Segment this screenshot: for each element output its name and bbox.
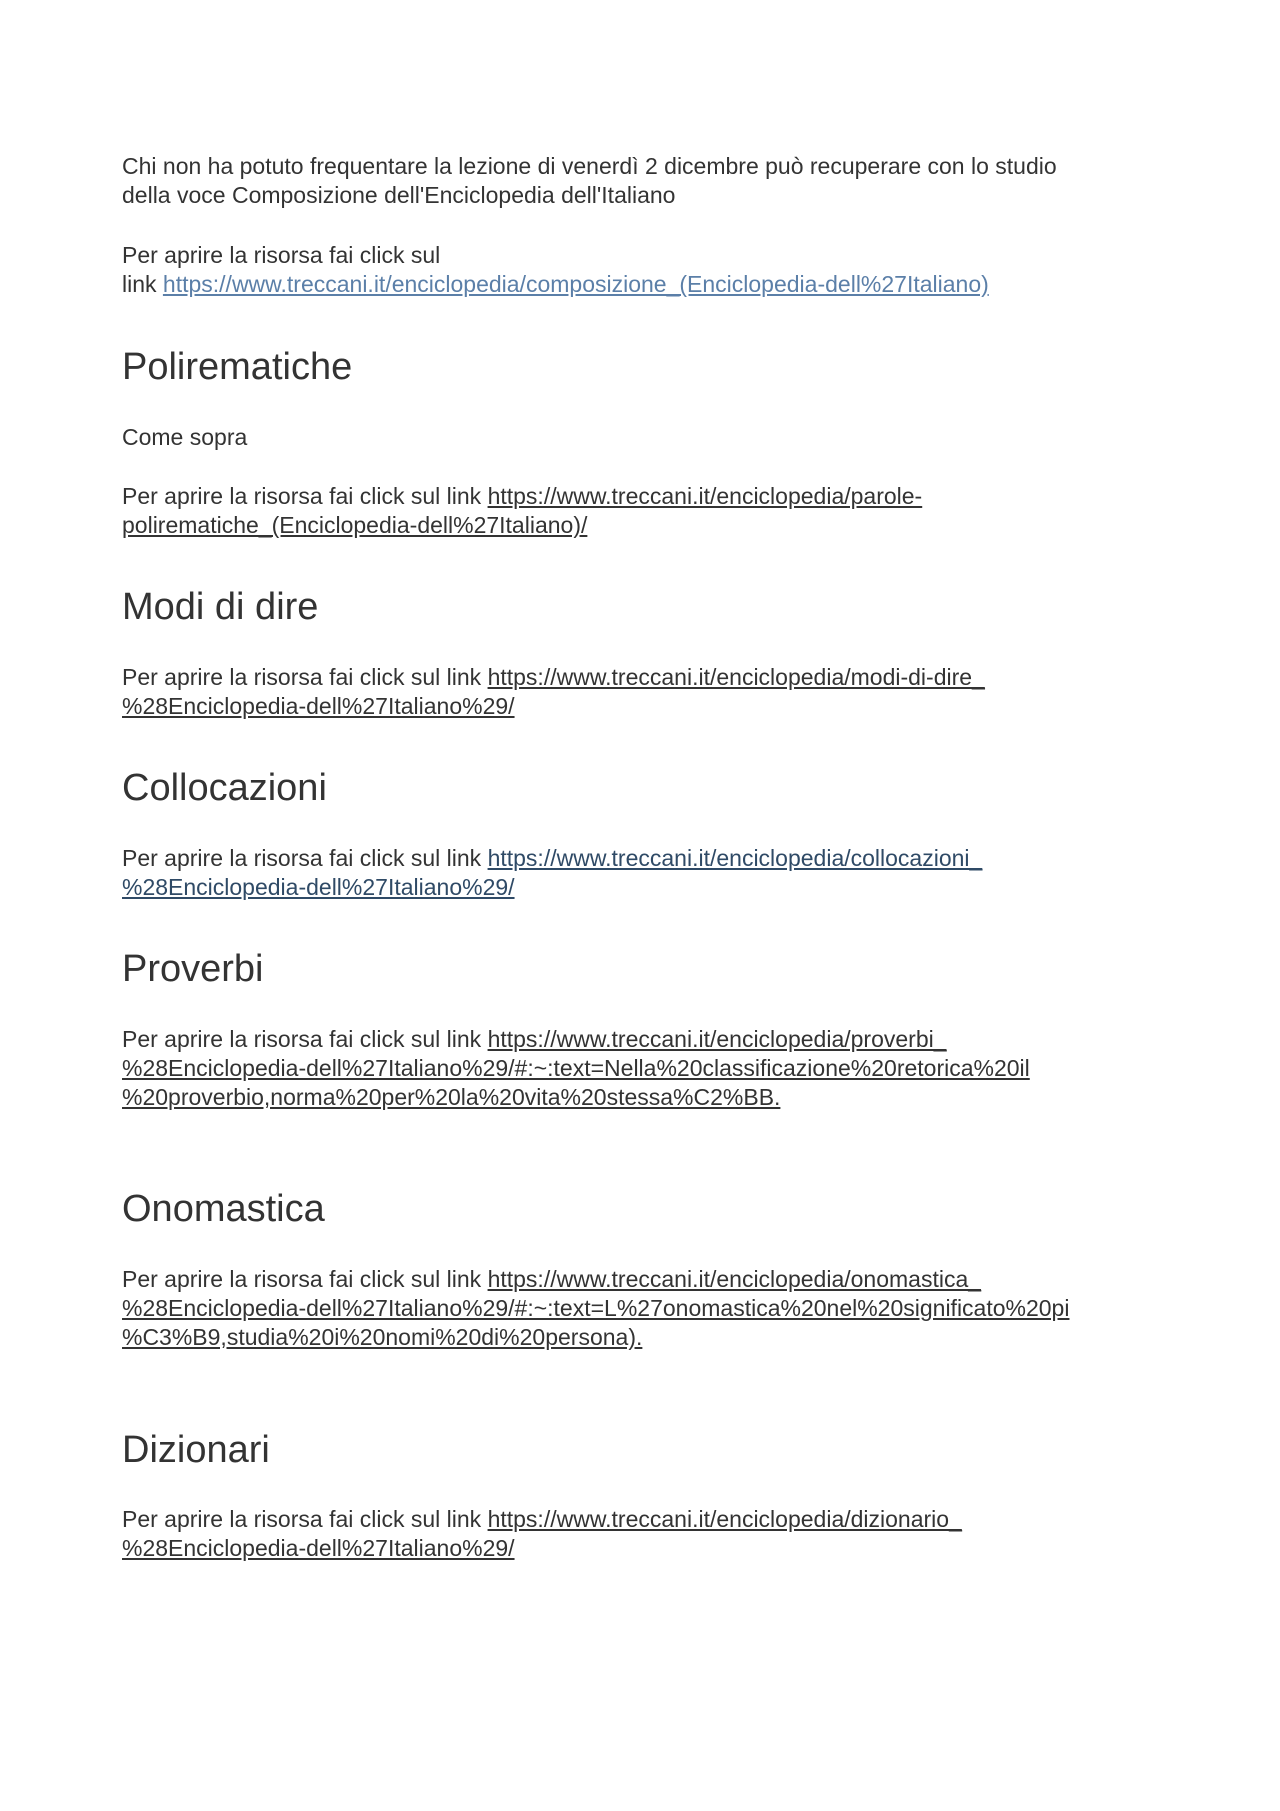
intro-line-2: della voce Composizione dell'Enciclopedia dell'Italiano [122, 182, 676, 208]
proverbi-link-line-3[interactable]: %20proverbio,norma%20per%20la%20vita%20stessa%C2%BB. [122, 1084, 781, 1110]
modi-di-dire-prefix: Per aprire la risorsa fai click sul link [122, 664, 482, 690]
polirematiche-paragraph [122, 482, 1162, 540]
intro-open-prefix-link-word: link [122, 271, 157, 297]
section-title-modi-di-dire: Modi di dire [122, 586, 319, 628]
collocazioni-link-line-2[interactable]: %28Enciclopedia-dell%27Italiano%29/ [122, 874, 515, 900]
dizionari-link-line-2[interactable]: %28Enciclopedia-dell%27Italiano%29/ [122, 1535, 515, 1561]
modi-di-dire-link-line-1[interactable]: https://www.treccani.it/enciclopedia/modi-di-dire_ [487, 664, 985, 690]
onomastica-link-line-3[interactable]: %C3%B9,studia%20i%20nomi%20di%20persona). [122, 1324, 643, 1350]
polirematiche-link-line-1[interactable]: https://www.treccani.it/enciclopedia/parole- [487, 483, 923, 509]
section-title-dizionari: Dizionari [122, 1429, 270, 1471]
onomastica-prefix: Per aprire la risorsa fai click sul link [122, 1266, 482, 1292]
polirematiche-link-line-2[interactable]: polirematiche_(Enciclopedia-dell%27Italiano)/ [122, 512, 588, 538]
section-title-collocazioni: Collocazioni [122, 767, 327, 809]
collocazioni-link-line-1[interactable]: https://www.treccani.it/enciclopedia/collocazioni_ [487, 845, 983, 871]
proverbi-link-line-2[interactable]: %28Enciclopedia-dell%27Italiano%29/#:~:text=Nella%20classificazione%20retorica%20il [122, 1055, 1030, 1081]
onomastica-link-line-1[interactable]: https://www.treccani.it/enciclopedia/onomastica_ [487, 1266, 982, 1292]
intro-open-paragraph [122, 241, 1162, 299]
section-title-proverbi: Proverbi [122, 948, 264, 990]
proverbi-prefix: Per aprire la risorsa fai click sul link [122, 1026, 482, 1052]
dizionari-paragraph [122, 1505, 1162, 1563]
polirematiche-note: Come sopra [122, 424, 248, 450]
intro-open-prefix: Per aprire la risorsa fai click sul [122, 242, 441, 268]
onomastica-paragraph [122, 1265, 1162, 1352]
dizionari-link-line-1[interactable]: https://www.treccani.it/enciclopedia/dizionario_ [487, 1506, 962, 1532]
modi-di-dire-paragraph [122, 663, 1162, 721]
intro-paragraph [122, 152, 1162, 210]
collocazioni-prefix: Per aprire la risorsa fai click sul link [122, 845, 482, 871]
onomastica-link-line-2[interactable]: %28Enciclopedia-dell%27Italiano%29/#:~:text=L%27onomastica%20nel%20significato%20pi [122, 1295, 1070, 1321]
collocazioni-paragraph [122, 844, 1162, 902]
dizionari-prefix: Per aprire la risorsa fai click sul link [122, 1506, 482, 1532]
composizione-link[interactable]: https://www.treccani.it/enciclopedia/composizione_(Enciclopedia-dell%27Italiano) [162, 271, 989, 297]
section-title-onomastica: Onomastica [122, 1188, 325, 1230]
modi-di-dire-link-line-2[interactable]: %28Enciclopedia-dell%27Italiano%29/ [122, 693, 515, 719]
proverbi-link-line-1[interactable]: https://www.treccani.it/enciclopedia/proverbi_ [487, 1026, 947, 1052]
section-title-polirematiche: Polirematiche [122, 346, 353, 388]
polirematiche-prefix: Per aprire la risorsa fai click sul link [122, 483, 482, 509]
proverbi-paragraph [122, 1025, 1162, 1112]
intro-line-1: Chi non ha potuto frequentare la lezione di venerdì 2 dicembre può recuperare con lo studio [122, 153, 1057, 179]
